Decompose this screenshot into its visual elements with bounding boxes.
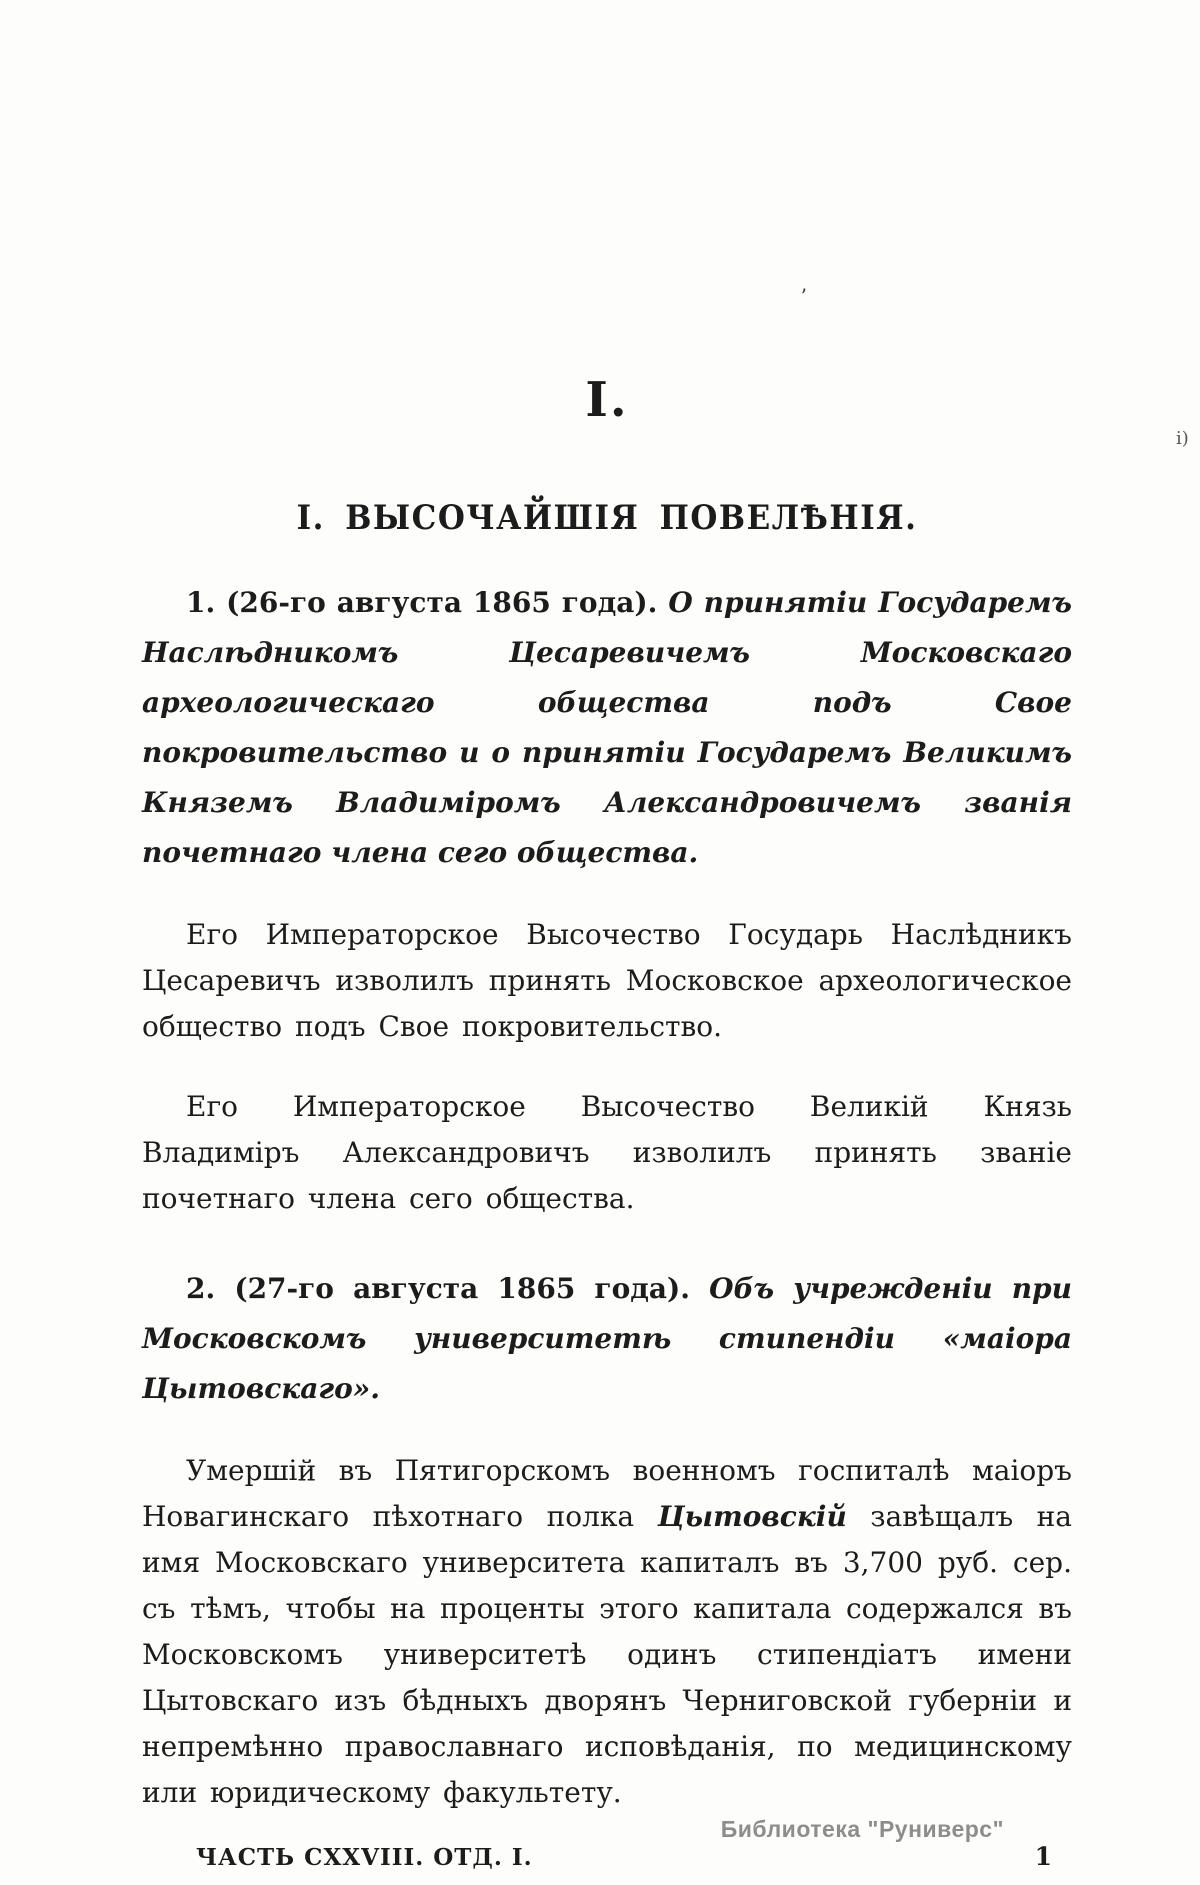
volume-signature: ЧАСТЬ CXXVIII. ОТД. I. bbox=[196, 1844, 533, 1871]
entry-2-heading bbox=[142, 1264, 1072, 1414]
chapter-numeral: I. bbox=[585, 372, 629, 428]
entry-2-number-date: 2. (27-го августа 1865 года). bbox=[186, 1272, 710, 1305]
page-number: 1 bbox=[1034, 1842, 1052, 1871]
section-heading: І. ВЫСОЧАЙШІЯ ПОВЕЛѢНІЯ. bbox=[296, 498, 918, 538]
entry-2-paragraph-1 bbox=[142, 1448, 1072, 1816]
page-content bbox=[142, 372, 1072, 1871]
page-footer bbox=[142, 1842, 1072, 1871]
entry-2-name-italic: Цытовскій bbox=[657, 1500, 847, 1533]
entry-2-title: Объ учрежденіи при Московскомъ университетѣ стипендіи «маіора Цытовскаго». bbox=[142, 1272, 1072, 1405]
scan-artifact-mark: і) bbox=[1176, 428, 1189, 449]
entry-1-number-date: 1. (26-го августа 1865 года). bbox=[186, 586, 669, 619]
entry-1-title: О принятіи Государемъ Наслѣдникомъ Цесаревичемъ Московскаго археологическаго общества подъ Свое покровительство и о принятіи Государемъ Великимъ Княземъ Владиміромъ Александровичемъ званія почетнаго члена сего общества. bbox=[142, 586, 1072, 869]
entry-1-paragraph-2: Его Императорское Высочество Великій Князь Владиміръ Александровичъ изволилъ принять званіе почетнаго члена сего общества. bbox=[142, 1090, 1072, 1215]
entry-1-heading bbox=[142, 578, 1072, 878]
entry-2-text-segment: Умершій въ Пятигорскомъ военномъ госпиталѣ маіоръ Новагинскаго пѣхотнаго полка bbox=[142, 1454, 1072, 1533]
entry-1-paragraph-1: Его Императорское Высочество Государь Наслѣдникъ Цесаревичъ изволилъ принять Московское археологическое общество подъ Свое покровительство. bbox=[142, 918, 1072, 1043]
scan-artifact-mark: ʼ bbox=[800, 284, 807, 308]
entry-2-text-segment: завѣщалъ на имя Московскаго университета капиталъ въ 3,700 руб. сер. съ тѣмъ, чтобы на проценты этого капитала содержался въ Московскомъ университетѣ одинъ стипендіатъ имени Цытовскаго изъ бѣдныхъ дворянъ Черниговской губерніи и непремѣнно православнаго исповѣданія, по медицинскому или юридическому факультету. bbox=[142, 1500, 1072, 1809]
library-watermark: Библиотека "Руниверс" bbox=[720, 1816, 1004, 1842]
